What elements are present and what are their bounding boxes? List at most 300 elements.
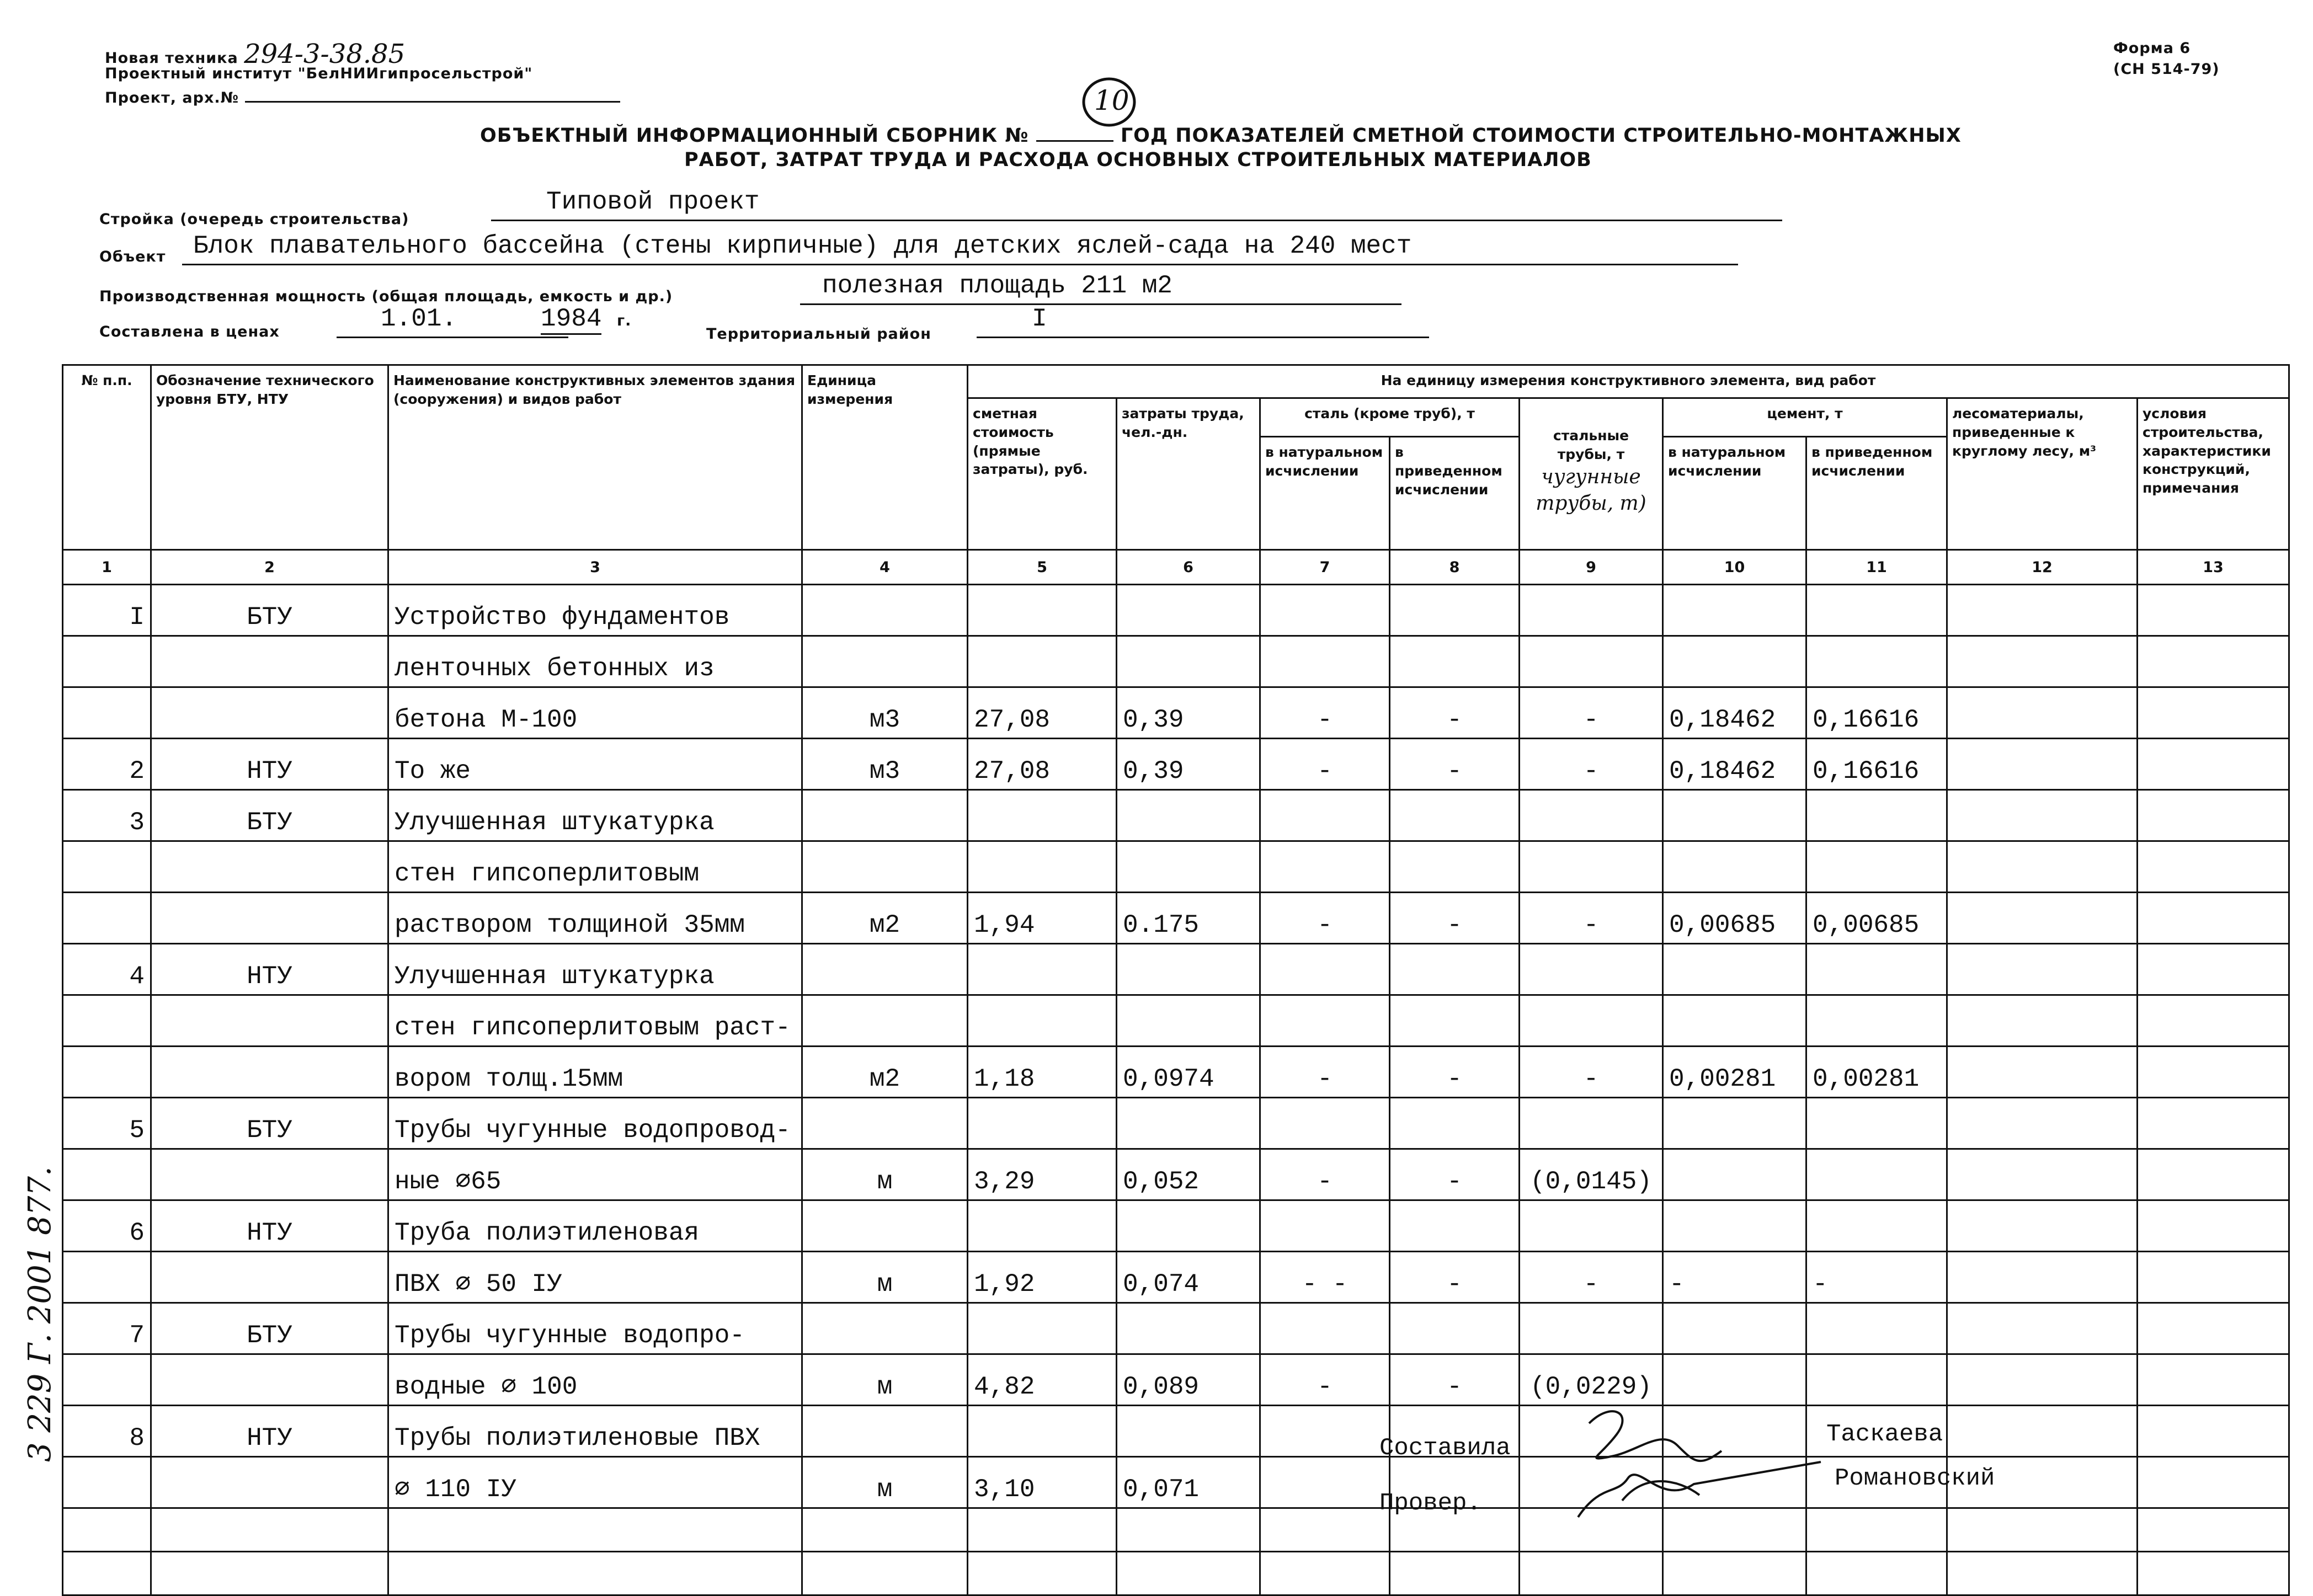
title-blank — [1036, 140, 1113, 142]
cell-c10 — [1663, 841, 1806, 893]
cell-cost — [968, 1098, 1117, 1149]
cell-s8: - — [1390, 893, 1520, 944]
cell-lvl — [151, 1149, 388, 1200]
cell-c11 — [1806, 1200, 1947, 1252]
cell-cost — [968, 1200, 1117, 1252]
form-label: Форма 6 — [2113, 40, 2191, 57]
cell-name: вором толщ.15мм — [388, 1047, 802, 1098]
cell-unit — [802, 1098, 968, 1149]
cell-w12 — [1947, 1406, 2138, 1457]
cell-cost — [968, 1303, 1117, 1354]
cell-w12 — [1947, 995, 2138, 1047]
cell-lvl — [151, 636, 388, 687]
cell-s7: - — [1260, 739, 1390, 790]
cell-p9: - — [1520, 1252, 1663, 1303]
cell-s8 — [1390, 841, 1520, 893]
indicators-table — [62, 364, 2290, 1596]
cell-p9 — [1520, 1098, 1663, 1149]
cell-p9: - — [1520, 739, 1663, 790]
empty-cell — [802, 1508, 968, 1552]
cell-unit: м3 — [802, 739, 968, 790]
table-row — [63, 1303, 2289, 1354]
cell-s8 — [1390, 790, 1520, 841]
col-number: 10 — [1663, 550, 1806, 585]
cell-p9 — [1520, 636, 1663, 687]
empty-cell — [968, 1508, 1117, 1552]
cell-labor — [1117, 1303, 1260, 1354]
title-part1: ОБЪЕКТНЫЙ ИНФОРМАЦИОННЫЙ СБОРНИК № — [480, 125, 1029, 147]
cell-c10: 0,18462 — [1663, 739, 1806, 790]
empty-cell — [2138, 1508, 2289, 1552]
empty-cell — [1947, 1508, 2138, 1552]
cell-name: Устройство фундаментов — [388, 585, 802, 636]
cell-s8: - — [1390, 1149, 1520, 1200]
table-row — [63, 1047, 2289, 1098]
cell-cost: 1,94 — [968, 893, 1117, 944]
cell-lvl — [151, 1457, 388, 1508]
cell-lvl: НТУ — [151, 944, 388, 995]
cell-labor — [1117, 995, 1260, 1047]
cell-s8: - — [1390, 1047, 1520, 1098]
cell-s7 — [1260, 585, 1390, 636]
cell-unit — [802, 841, 968, 893]
cell-s8 — [1390, 1098, 1520, 1149]
cell-s7 — [1260, 1457, 1390, 1508]
cell-labor: 0,074 — [1117, 1252, 1260, 1303]
cell-labor — [1117, 790, 1260, 841]
empty-cell — [1260, 1508, 1390, 1552]
cell-no — [63, 893, 151, 944]
cell-cost: 27,08 — [968, 687, 1117, 739]
column-numbers-row — [63, 550, 2289, 585]
cell-s7 — [1260, 1303, 1390, 1354]
cell-no — [63, 995, 151, 1047]
cell-s8 — [1390, 1200, 1520, 1252]
table-row — [63, 1200, 2289, 1252]
cell-unit — [802, 1200, 968, 1252]
cell-s8 — [1390, 944, 1520, 995]
cell-s8 — [1390, 995, 1520, 1047]
steel-red: в приведенном исчислении — [1390, 437, 1520, 550]
cell-w12 — [1947, 1149, 2138, 1200]
empty-cell — [151, 1508, 388, 1552]
cell-n13 — [2138, 1252, 2289, 1303]
col-number: 3 — [388, 550, 802, 585]
cell-p9: - — [1520, 893, 1663, 944]
empty-cell — [1117, 1552, 1260, 1595]
cell-c10: 0,00281 — [1663, 1047, 1806, 1098]
cell-s7: - — [1260, 687, 1390, 739]
cell-n13 — [2138, 1303, 2289, 1354]
cell-w12 — [1947, 1098, 2138, 1149]
cell-lvl — [151, 893, 388, 944]
cell-c11: 0,16616 — [1806, 739, 1947, 790]
cell-name: раствором толщиной 35мм — [388, 893, 802, 944]
empty-cell — [968, 1552, 1117, 1595]
title-line2: РАБОТ, ЗАТРАТ ТРУДА И РАСХОДА ОСНОВНЫХ СТРОИТЕЛЬНЫХ МАТЕРИАЛОВ — [684, 149, 1592, 171]
cell-s7 — [1260, 636, 1390, 687]
cell-name: ные ⌀65 — [388, 1149, 802, 1200]
cell-p9 — [1520, 1303, 1663, 1354]
empty-cell — [802, 1552, 968, 1595]
object-label: Объект — [99, 248, 166, 265]
cell-s8: - — [1390, 739, 1520, 790]
table-row — [63, 636, 2289, 687]
cell-p9 — [1520, 995, 1663, 1047]
region-value: I — [977, 305, 1429, 338]
col-no: № п.п. — [63, 365, 151, 550]
cell-w12 — [1947, 893, 2138, 944]
cell-labor: 0,052 — [1117, 1149, 1260, 1200]
cell-unit — [802, 1303, 968, 1354]
cell-s7: - — [1260, 893, 1390, 944]
project-blank — [245, 101, 620, 103]
cell-name: ПВХ ⌀ 50 IУ — [388, 1252, 802, 1303]
year-value: 1984 — [541, 305, 601, 335]
cell-cost — [968, 841, 1117, 893]
col-number: 13 — [2138, 550, 2289, 585]
cell-n13 — [2138, 687, 2289, 739]
table-row — [63, 1354, 2289, 1406]
cell-s7 — [1260, 841, 1390, 893]
cell-no: 7 — [63, 1303, 151, 1354]
cell-p9 — [1520, 585, 1663, 636]
cell-c11: 0,00685 — [1806, 893, 1947, 944]
cell-no: I — [63, 585, 151, 636]
cell-no: 3 — [63, 790, 151, 841]
cell-unit: м — [802, 1252, 968, 1303]
cell-name: Улучшенная штукатурка — [388, 790, 802, 841]
checked-label: Провер. — [1379, 1490, 1481, 1517]
col-name: Наименование конструктивных элементов здания (сооружения) и видов работ — [388, 365, 802, 550]
cell-c10 — [1663, 1149, 1806, 1200]
cell-lvl — [151, 1047, 388, 1098]
cell-s8 — [1390, 636, 1520, 687]
region-label: Территориальный район — [706, 325, 931, 343]
compiled-label: Составила — [1379, 1434, 1511, 1462]
cell-labor — [1117, 1200, 1260, 1252]
cell-c11: - — [1806, 1252, 1947, 1303]
cell-name: Улучшенная штукатурка — [388, 944, 802, 995]
cell-p9: - — [1520, 687, 1663, 739]
cell-name: То же — [388, 739, 802, 790]
cell-c10 — [1663, 995, 1806, 1047]
cell-unit: м — [802, 1149, 968, 1200]
cell-w12 — [1947, 1047, 2138, 1098]
cell-labor — [1117, 585, 1260, 636]
stroika-value: Типовой проект — [491, 188, 1782, 221]
cell-cost: 3,10 — [968, 1457, 1117, 1508]
empty-cell — [388, 1552, 802, 1595]
col-number: 1 — [63, 550, 151, 585]
empty-cell — [1806, 1552, 1947, 1595]
cell-no — [63, 1354, 151, 1406]
col-unit: Единица измерения — [802, 365, 968, 550]
table-row — [63, 739, 2289, 790]
col-number: 9 — [1520, 550, 1663, 585]
cell-name: бетона М-100 — [388, 687, 802, 739]
cell-c11 — [1806, 944, 1947, 995]
cell-s8 — [1390, 585, 1520, 636]
col-number: 5 — [968, 550, 1117, 585]
cell-s8: - — [1390, 1354, 1520, 1406]
cell-labor: 0,071 — [1117, 1457, 1260, 1508]
cell-p9: (0,0145) — [1520, 1149, 1663, 1200]
cell-c11: 0,16616 — [1806, 687, 1947, 739]
cell-labor: 0,39 — [1117, 739, 1260, 790]
cell-unit: м — [802, 1354, 968, 1406]
cell-lvl — [151, 1354, 388, 1406]
cell-c11 — [1806, 790, 1947, 841]
cell-name: Труба полиэтиленовая — [388, 1200, 802, 1252]
cell-lvl — [151, 687, 388, 739]
cell-lvl: НТУ — [151, 1406, 388, 1457]
title-line1 — [480, 125, 1962, 147]
col-pipes — [1520, 398, 1663, 550]
cell-w12 — [1947, 1303, 2138, 1354]
cell-c11: 0,00281 — [1806, 1047, 1947, 1098]
cell-labor: 0,0974 — [1117, 1047, 1260, 1098]
cell-name: ⌀ 110 IУ — [388, 1457, 802, 1508]
table-row — [63, 790, 2289, 841]
tech-label: Новая техника — [105, 50, 238, 67]
col-wood: лесоматериалы, приведенные к круглому лесу, м³ — [1947, 398, 2138, 550]
col-number: 6 — [1117, 550, 1260, 585]
cell-c10: - — [1663, 1252, 1806, 1303]
steel-nat: в натуральном исчислении — [1260, 437, 1390, 550]
cell-w12 — [1947, 944, 2138, 995]
cell-c10 — [1663, 790, 1806, 841]
cell-no — [63, 1149, 151, 1200]
cell-cost — [968, 944, 1117, 995]
table-body — [63, 585, 2289, 1595]
cell-c10 — [1663, 636, 1806, 687]
table-row — [63, 995, 2289, 1047]
col-pipes-label: стальные трубы, т — [1553, 428, 1629, 462]
cell-lvl: БТУ — [151, 1098, 388, 1149]
empty-cell — [63, 1508, 151, 1552]
table-row — [63, 893, 2289, 944]
cell-c11 — [1806, 585, 1947, 636]
cell-name: стен гипсоперлитовым — [388, 841, 802, 893]
col-pipes-note: чугунные трубы, т) — [1536, 465, 1646, 515]
cell-no: 8 — [63, 1406, 151, 1457]
table-row — [63, 1149, 2289, 1200]
cell-w12 — [1947, 636, 2138, 687]
cell-c10 — [1663, 944, 1806, 995]
checked-name: Романовский — [1835, 1465, 1995, 1492]
cell-unit — [802, 790, 968, 841]
cell-w12 — [1947, 1354, 2138, 1406]
cell-n13 — [2138, 841, 2289, 893]
empty-cell — [1117, 1508, 1260, 1552]
cell-p9 — [1520, 1200, 1663, 1252]
cell-no: 4 — [63, 944, 151, 995]
cell-n13 — [2138, 790, 2289, 841]
stroika-label: Стройка (очередь строительства) — [99, 211, 409, 228]
cell-s8 — [1390, 1303, 1520, 1354]
empty-row — [63, 1508, 2289, 1552]
cell-unit: м2 — [802, 1047, 968, 1098]
cell-c11 — [1806, 1098, 1947, 1149]
cell-unit: м — [802, 1457, 968, 1508]
cell-labor: 0,39 — [1117, 687, 1260, 739]
tech-number: 294-3-38.85 — [244, 39, 406, 70]
cell-name: Трубы чугунные водопро- — [388, 1303, 802, 1354]
cement-header: цемент, т — [1663, 398, 1947, 437]
year-suffix: г. — [617, 312, 632, 329]
cell-no — [63, 1457, 151, 1508]
signature-scribbles-icon — [1534, 1390, 1843, 1534]
cell-name: ленточных бетонных из — [388, 636, 802, 687]
cell-n13 — [2138, 893, 2289, 944]
cell-w12 — [1947, 790, 2138, 841]
cell-p9 — [1520, 790, 1663, 841]
group-header: На единицу измерения конструктивного элемента, вид работ — [968, 365, 2289, 398]
cell-s7 — [1260, 1200, 1390, 1252]
cell-s7: - — [1260, 1149, 1390, 1200]
project-line — [105, 89, 620, 106]
col-labor: затраты труда, чел.-дн. — [1117, 398, 1260, 550]
cell-c11 — [1806, 995, 1947, 1047]
cell-lvl — [151, 1252, 388, 1303]
table-row — [63, 1406, 2289, 1457]
cell-cost: 4,82 — [968, 1354, 1117, 1406]
cell-s7 — [1260, 1098, 1390, 1149]
cell-c10 — [1663, 1303, 1806, 1354]
cell-no: 2 — [63, 739, 151, 790]
empty-cell — [1947, 1552, 2138, 1595]
cell-no — [63, 1047, 151, 1098]
capacity-value: полезная площадь 211 м2 — [800, 271, 1401, 305]
cell-n13 — [2138, 1047, 2289, 1098]
cell-labor — [1117, 1098, 1260, 1149]
cell-c10: 0,18462 — [1663, 687, 1806, 739]
cell-s7: - — [1260, 1354, 1390, 1406]
cell-labor: 0,089 — [1117, 1354, 1260, 1406]
cell-n13 — [2138, 585, 2289, 636]
cell-n13 — [2138, 995, 2289, 1047]
empty-cell — [1663, 1552, 1806, 1595]
empty-cell — [1520, 1552, 1663, 1595]
cell-lvl: НТУ — [151, 739, 388, 790]
cell-n13 — [2138, 1149, 2289, 1200]
cell-no: 6 — [63, 1200, 151, 1252]
cell-w12 — [1947, 1252, 2138, 1303]
col-number: 11 — [1806, 550, 1947, 585]
table-row — [63, 585, 2289, 636]
cement-red: в приведенном исчислении — [1806, 437, 1947, 550]
cell-name: стен гипсоперлитовым раст- — [388, 995, 802, 1047]
prices-value: 1.01. — [337, 305, 568, 338]
cell-n13 — [2138, 1406, 2289, 1457]
cell-name: Трубы чугунные водопровод- — [388, 1098, 802, 1149]
cell-c11 — [1806, 1303, 1947, 1354]
col-number: 8 — [1390, 550, 1520, 585]
cell-cost: 1,92 — [968, 1252, 1117, 1303]
cell-unit — [802, 636, 968, 687]
empty-cell — [63, 1552, 151, 1595]
col-cond: условия строительства, характеристики конструкций, примечания — [2138, 398, 2289, 550]
margin-note: 3 229 Г. 2001 877. — [22, 1166, 58, 1462]
table-row — [63, 687, 2289, 739]
cell-p9: - — [1520, 1047, 1663, 1098]
cell-s8: - — [1390, 1252, 1520, 1303]
cell-s7: - — [1260, 1047, 1390, 1098]
cell-cost: 1,18 — [968, 1047, 1117, 1098]
empty-cell — [1260, 1552, 1390, 1595]
empty-row — [63, 1552, 2289, 1595]
cell-unit: м2 — [802, 893, 968, 944]
cell-lvl — [151, 995, 388, 1047]
object-value: Блок плавательного бассейна (стены кирпичные) для детских яслей-сада на 240 мест — [182, 232, 1738, 265]
empty-cell — [2138, 1552, 2289, 1595]
table-row — [63, 944, 2289, 995]
cell-labor — [1117, 841, 1260, 893]
cell-no — [63, 687, 151, 739]
cell-n13 — [2138, 1098, 2289, 1149]
col-level: Обозначение технического уровня БТУ, НТУ — [151, 365, 388, 550]
cell-s7 — [1260, 995, 1390, 1047]
cell-n13 — [2138, 944, 2289, 995]
institute-line: Проектный институт "БелНИИгипросельстрой" — [105, 65, 533, 82]
cell-name: Трубы полиэтиленовые ПВХ — [388, 1406, 802, 1457]
cell-unit — [802, 944, 968, 995]
page-mark-number: 10 — [1094, 84, 1129, 116]
page-mark — [1079, 74, 1139, 130]
empty-cell — [151, 1552, 388, 1595]
cell-cost — [968, 995, 1117, 1047]
cell-c10 — [1663, 585, 1806, 636]
table-row — [63, 1252, 2289, 1303]
cell-n13 — [2138, 1457, 2289, 1508]
col-number: 2 — [151, 550, 388, 585]
cell-s7 — [1260, 790, 1390, 841]
form-code: (СН 514-79) — [2113, 61, 2220, 78]
cell-n13 — [2138, 1200, 2289, 1252]
cell-s7 — [1260, 944, 1390, 995]
cell-c11 — [1806, 841, 1947, 893]
cell-s7: - - — [1260, 1252, 1390, 1303]
cell-labor: 0.175 — [1117, 893, 1260, 944]
cell-c10 — [1663, 1098, 1806, 1149]
cell-unit: м3 — [802, 687, 968, 739]
cell-labor — [1117, 636, 1260, 687]
col-number: 7 — [1260, 550, 1390, 585]
cell-cost: 3,29 — [968, 1149, 1117, 1200]
compiled-name: Таскаева — [1826, 1421, 1943, 1448]
cell-cost — [968, 585, 1117, 636]
cell-p9 — [1520, 944, 1663, 995]
col-cost: сметная стоимость (прямые затраты), руб. — [968, 398, 1117, 550]
cell-n13 — [2138, 739, 2289, 790]
cell-cost: 27,08 — [968, 739, 1117, 790]
capacity-label: Производственная мощность (общая площадь, емкость и др.) — [99, 288, 673, 305]
col-number: 12 — [1947, 550, 2138, 585]
cell-cost — [968, 1406, 1117, 1457]
cell-unit — [802, 995, 968, 1047]
table-row — [63, 841, 2289, 893]
cell-lvl: БТУ — [151, 1303, 388, 1354]
cell-c11 — [1806, 1149, 1947, 1200]
cell-cost — [968, 790, 1117, 841]
cell-labor — [1117, 1406, 1260, 1457]
table-row — [63, 1098, 2289, 1149]
cement-nat: в натуральном исчислении — [1663, 437, 1806, 550]
cell-c10 — [1663, 1200, 1806, 1252]
cell-lvl: БТУ — [151, 585, 388, 636]
cell-unit — [802, 1406, 968, 1457]
